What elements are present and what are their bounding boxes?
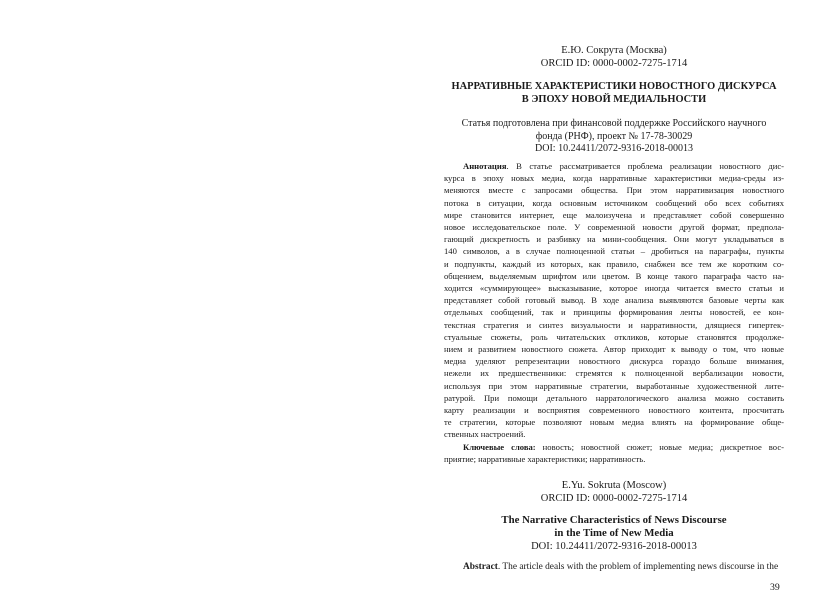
abstract-line: гающий дискретность и разбивку на мини-сообщения. Они могут укладываться в (444, 234, 784, 245)
doi-line: DOI: 10.24411/2072-9316-2018-00013 (535, 143, 693, 154)
keywords-text: новость; новостной сюжет; новые медиа; дискретное вос- (535, 441, 784, 452)
abstract-line: меняются вместе с запросами общества. При этом нарративизация новостного (444, 185, 784, 196)
abstract-line: те стратегии, которые позволяют новым медиа влиять на формирование обще- (444, 417, 784, 428)
ru-title-line: НАРРАТИВНЫЕ ХАРАКТЕРИСТИКИ НОВОСТНОГО ДИСКУРСА (451, 81, 777, 92)
abstract-line: карту реализации и восприятия современного новостного контента, просчитать (444, 405, 784, 416)
abstract-line: 140 символов, а в случае полноценной статьи – дробиться на параграфы, пункты (444, 246, 784, 257)
en-abstract-label: Abstract (463, 562, 498, 572)
abstract-line: нежели их предшественники: стремятся к полноценной вербализации новости, (444, 368, 784, 379)
abstract-line: новое исследовательское поле. У современной новости другой формат, предпола- (444, 222, 784, 233)
abstract-line: и подпункты, каждый из которых, как правило, снабжен все тем же коротким со- (444, 258, 784, 269)
page-number: 39 (770, 582, 780, 593)
abstract-line: нием и развитием новостного сюжета. Автор приходит к выводу о том, что новые (444, 344, 784, 355)
ru-abstract (444, 160, 784, 465)
abstract-line: курса в эпоху новых медиа, когда нарративные характеристики медиа-среды из- (444, 173, 784, 184)
ru-orcid: ORCID ID: 0000-0002-7275-1714 (540, 58, 688, 69)
abstract-line: общением, выделяемым шрифтом или цветом. В конце такого параграфа часто на- (444, 270, 784, 281)
en-title (444, 514, 784, 540)
funding-line: Статья подготовлена при финансовой поддержке Российского научного (461, 118, 767, 129)
en-abstract (444, 561, 784, 573)
abstract-line: стуальные сюжеты, роль читательских откликов, которые становятся продолже- (444, 331, 784, 342)
en-title-line: in the Time of New Media (554, 527, 674, 539)
en-title-line: The Narrative Characteristics of News Discourse (501, 514, 727, 526)
ru-author: Е.Ю. Сокрута (Москва) (561, 45, 667, 56)
ru-funding (444, 118, 784, 156)
abstract-line: представляет собой готовый вывод. В ходе анализа выявляются базовые черты как (444, 295, 784, 306)
en-doi: DOI: 10.24411/2072-9316-2018-00013 (531, 541, 697, 552)
abstract-line: ходится «суммирующее» высказывание, которое иногда читается вместо статьи и (444, 283, 784, 294)
keywords-line: приятие; нарративные характеристики; нарративность. (444, 453, 646, 464)
abstract-label: Аннотация (463, 161, 507, 171)
abstract-line: мире становится интернет, еще малоизучена и представляет собой совершенно (444, 209, 784, 220)
en-abstract-text: . The article deals with the problem of implementing news discourse in the (497, 562, 779, 572)
abstract-line: текстная стратегия и синтез визуальности и нарративности, длящиеся гипертек- (444, 319, 784, 330)
en-author: E.Yu. Sokruta (Moscow) (561, 480, 667, 491)
keywords-line (444, 441, 784, 453)
abstract-line (444, 160, 784, 172)
abstract-line: потока в ситуации, когда основным источником сообщений обо всех событиях (444, 197, 784, 208)
ru-title-line: В ЭПОХУ НОВОЙ МЕДИАЛЬНОСТИ (521, 94, 707, 105)
abstract-line: отдельных сообщений, так и принципы формирования ленты новостей, ее кон- (444, 307, 784, 318)
abstract-text: . В статье рассматривается проблема реализации новостного дис- (506, 161, 784, 171)
ru-title (444, 80, 784, 106)
en-orcid: ORCID ID: 0000-0002-7275-1714 (540, 493, 688, 504)
abstract-line: ратурой. При помощи детального нарратологического анализа можно составить (444, 392, 784, 403)
abstract-line: ственных настроений. (444, 429, 526, 440)
abstract-line: медиа уделяют репрезентации новостного дискурса гораздо больше внимания, (444, 356, 784, 367)
keywords-label: Ключевые слова: (463, 441, 536, 452)
abstract-line: используя при этом нарративные стратегии, выработанные художественной лите- (444, 380, 784, 391)
funding-line: фонда (РНФ), проект № 17-78-30029 (535, 130, 693, 142)
